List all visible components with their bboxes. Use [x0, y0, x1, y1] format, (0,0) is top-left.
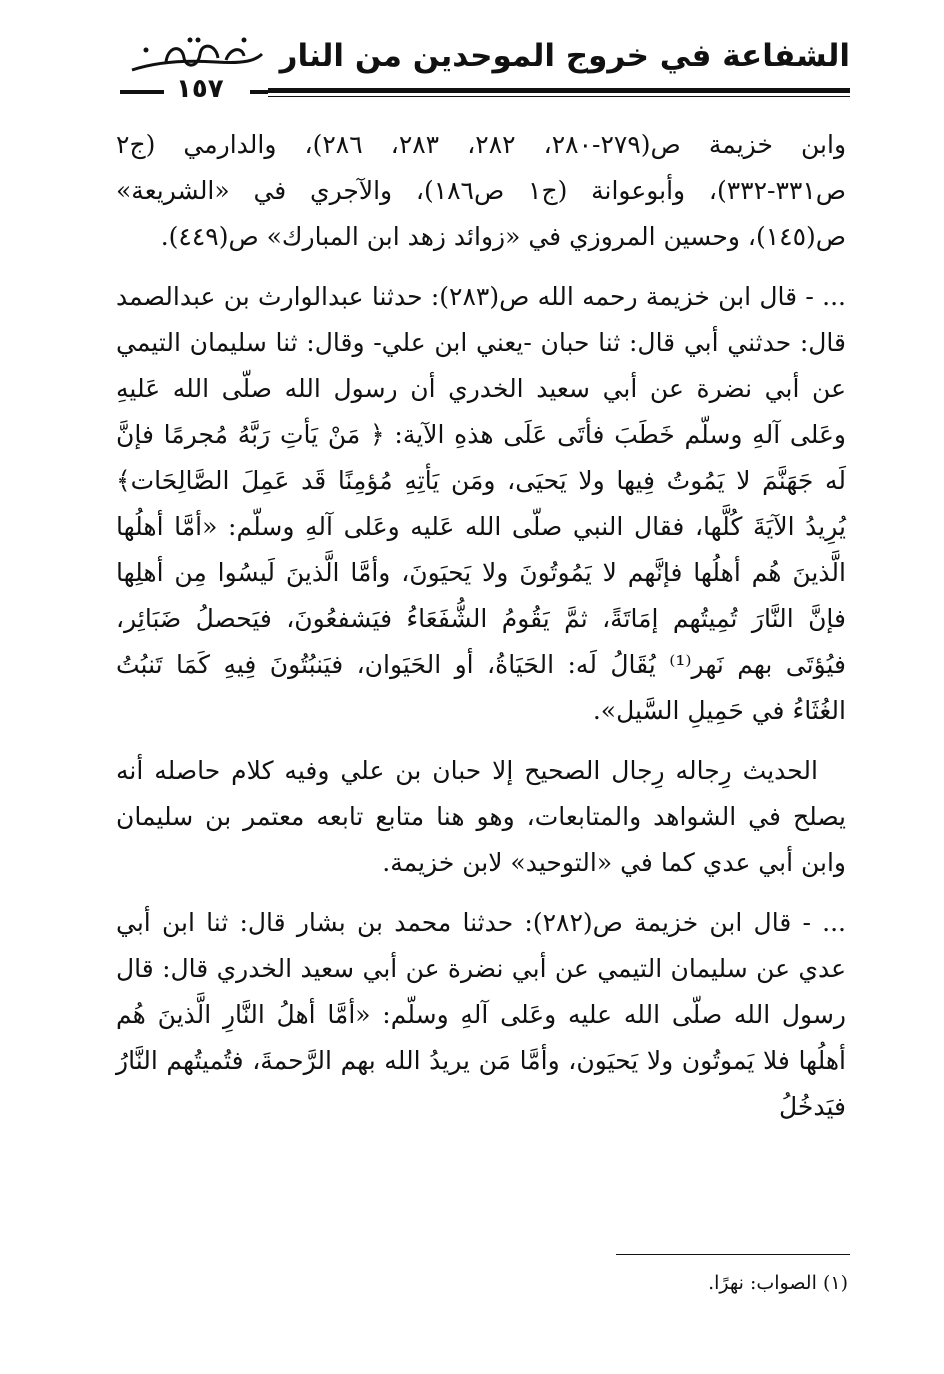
page-header — [112, 30, 850, 108]
footnote-text: الصواب: نهرًا. — [708, 1272, 817, 1294]
paragraph-hadith-1: ... - قال ابن خزيمة رحمه الله ص(٢٨٣): حدثنا عبدالوارث بن عبدالصمد قال: حدثني أبي قال: ثنا حبان -يعني ابن علي- وقال: ثنا سليمان التيمي عن أبي نضرة عن أبي سعيد الخدري أن رسول الله صلّى الله عَليهِ وعَلى آلهِ وسلّم خَطَبَ فأتَى عَلَى هذهِ الآية: ﴿ مَنْ يَأتِ رَبَّهُ مُجرمًا فإنَّ لَه جَهَنَّمَ لا يَمُوتُ فِيها ولا يَحيَى، ومَن يَأتِهِ مُؤمِنًا قَد عَمِلَ الصَّالِحَات﴾ يُرِيدُ الآيَةَ كُلَّها، فقال النبي صلّى الله عَليه وعَلى آلهِ وسلّم: «أمَّا أهلُها الَّذينَ هُم أهلُها فإنَّهم لا يَمُوتُونَ ولا يَحيَونَ، وأمَّا الَّذينَ لَيسُوا مِن أهلِها فإنَّ النَّارَ تُمِيتُهم إمَاتَةً، ثمَّ يَقُومُ الشُّفَعَاءُ فيَشفعُونَ، فيَحصلُ ضَبَائِر، فيُؤتَى بهم نَهر⁽¹⁾ يُقَالُ لَه: الحَيَاةُ، أو الحَيَوان، فيَنبُتُونَ فِيهِ كَمَا تَنبُتُ الغُثَاءُ في حَمِيلِ السَّيل». — [116, 282, 847, 725]
paragraph-hadith-2: ... - قال ابن خزيمة ص(٢٨٢): حدثنا محمد بن بشار قال: ثنا ابن أبي عدي عن سليمان التيمي عن أبي نضرة عن أبي سعيد الخدري قال: قال رسول الله صلّى الله عليه وعَلى آلهِ وسلّم: «أمَّا أهلُ النَّارِ الَّذينَ هُم أهلُها فلا يَموتُون ولا يَحيَون، وأمَّا مَن يريدُ الله بهم الرَّحمةَ، فتُميتُهم النَّارُ فيَدخُلُ — [116, 908, 846, 1121]
paragraph-grading: الحديث رِجاله رِجال الصحيح إلا حبان بن علي وفيه كلام حاصله أنه يصلح في الشواهد والمتابعات، وهو هنا متابع تابعه معتمر بن سليمان وابن أبي عدي كما في «التوحيد» لابن خزيمة. — [116, 756, 846, 877]
header-rule — [268, 88, 850, 93]
footnote-rule — [616, 1254, 850, 1255]
body-text — [116, 122, 846, 1144]
header-rule-thin — [268, 96, 850, 97]
footnote-marker: (١) — [822, 1272, 848, 1294]
paragraph-references: وابن خزيمة ص(٢٧٩-٢٨٠، ٢٨٢، ٢٨٣، ٢٨٦)، والدارمي (ج٢ ص٣٣١-٣٣٢)، وأبوعوانة (ج١ ص١٨٦)، والآجري في «الشريعة» ص(١٤٥)، وحسين المروزي في «زوائد زهد ابن المبارك» ص(٤٤٩). — [116, 130, 847, 251]
running-title: الشفاعة في خروج الموحدين من النار — [279, 38, 850, 74]
page-number: ١٥٧ — [176, 74, 224, 104]
footnote — [708, 1272, 848, 1294]
page-number-bar-left — [120, 90, 164, 94]
page-number-bar-right — [250, 90, 268, 94]
